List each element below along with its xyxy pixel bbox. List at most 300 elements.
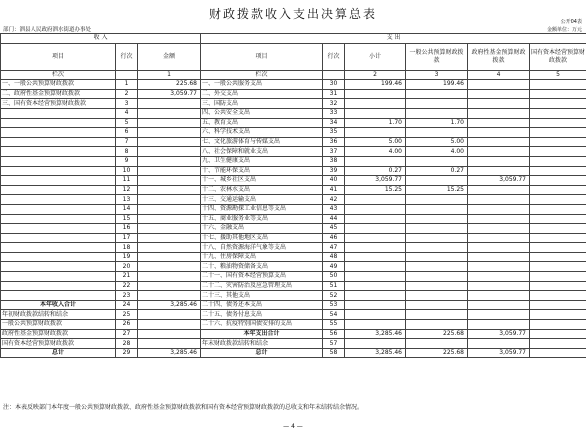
budget-table [0, 33, 586, 358]
capital-budget-cell [530, 272, 586, 282]
fund-budget-cell [468, 224, 530, 234]
expense-line-cell: 46 [323, 233, 345, 243]
income-line-cell: 5 [116, 118, 138, 128]
col-item-left: 项目 [1, 43, 116, 70]
subtotal-cell: 3,059.77 [345, 176, 406, 186]
income-line-cell: 20 [116, 262, 138, 272]
expense-line-cell: 37 [323, 147, 345, 157]
income-item-cell [1, 224, 116, 234]
capital-budget-cell [530, 156, 586, 166]
col-item-right: 项目 [201, 43, 323, 70]
income-amount-cell [138, 195, 201, 205]
expense-line-cell: 32 [323, 99, 345, 109]
general-budget-cell: 225.68 [406, 348, 468, 358]
expense-item-cell: 二十五、债务付息支出 [201, 310, 323, 320]
expense-line-cell: 49 [323, 262, 345, 272]
expense-line-cell: 30 [323, 80, 345, 90]
table-row [1, 224, 586, 234]
col-line-right: 行次 [323, 43, 345, 70]
capital-budget-cell [530, 281, 586, 291]
expense-line-cell: 45 [323, 224, 345, 234]
income-line-cell: 8 [116, 147, 138, 157]
expense-item-cell: 十六、金融支出 [201, 224, 323, 234]
income-line-cell: 25 [116, 310, 138, 320]
income-item-cell: 总计 [1, 348, 116, 358]
fund-budget-cell [468, 233, 530, 243]
income-line-cell: 15 [116, 214, 138, 224]
general-budget-cell [406, 176, 468, 186]
expense-line-cell: 33 [323, 108, 345, 118]
expense-header: 支 出 [201, 34, 586, 44]
lanci-left: 栏次 [1, 70, 116, 80]
income-line-cell: 17 [116, 233, 138, 243]
expense-item-cell: 二十、粮油物资储备支出 [201, 262, 323, 272]
income-line-cell: 19 [116, 252, 138, 262]
fund-budget-cell [468, 108, 530, 118]
table-row [1, 147, 586, 157]
general-budget-cell [406, 233, 468, 243]
income-amount-cell [138, 204, 201, 214]
capital-budget-cell [530, 243, 586, 253]
subtotal-cell [345, 204, 406, 214]
expense-line-cell: 57 [323, 339, 345, 349]
expense-item-cell: 六、科学技术支出 [201, 128, 323, 138]
expense-line-cell: 38 [323, 156, 345, 166]
general-budget-cell [406, 291, 468, 301]
fund-budget-cell [468, 185, 530, 195]
expense-item-cell: 十三、交通运输支出 [201, 195, 323, 205]
capital-budget-cell [530, 291, 586, 301]
general-budget-cell [406, 224, 468, 234]
income-item-cell [1, 281, 116, 291]
fund-budget-cell [468, 166, 530, 176]
table-row [1, 137, 586, 147]
income-line-cell: 26 [116, 320, 138, 330]
form-code: 公开04表 [560, 19, 582, 25]
general-budget-cell [406, 89, 468, 99]
col-capital-budget: 国有资本经营预算财政拨款 [530, 43, 586, 70]
footnote: 注：本表反映部门本年度一般公共预算财政拨款、政府性基金预算财政拨款和国有资本经营预算财政拨款的总收支和年末结转结余情况。 [3, 404, 364, 411]
income-line-cell: 13 [116, 195, 138, 205]
income-amount-cell [138, 176, 201, 186]
capital-budget-cell [530, 214, 586, 224]
expense-line-cell: 34 [323, 118, 345, 128]
table-row [1, 80, 586, 90]
general-budget-cell [406, 262, 468, 272]
subtotal-cell [345, 281, 406, 291]
expense-line-cell: 35 [323, 128, 345, 138]
capital-budget-cell [530, 147, 586, 157]
expense-line-cell: 43 [323, 204, 345, 214]
col-amount: 金额 [138, 43, 201, 70]
fund-budget-cell [468, 243, 530, 253]
expense-item-cell: 二十二、灾害防治及应急管理支出 [201, 281, 323, 291]
expense-line-cell: 31 [323, 89, 345, 99]
page-number: — 4 — [283, 423, 303, 430]
capital-budget-cell [530, 166, 586, 176]
general-budget-cell: 0.27 [406, 166, 468, 176]
subtotal-cell [345, 252, 406, 262]
capital-budget-cell [530, 137, 586, 147]
subtotal-cell: 15.25 [345, 185, 406, 195]
income-amount-cell [138, 147, 201, 157]
income-line-cell: 4 [116, 108, 138, 118]
income-item-cell [1, 233, 116, 243]
income-line-cell: 11 [116, 176, 138, 186]
capital-budget-cell [530, 224, 586, 234]
subtotal-cell [345, 89, 406, 99]
capital-budget-cell [530, 204, 586, 214]
income-amount-cell [138, 329, 201, 339]
table-row [1, 339, 586, 349]
income-header: 收 入 [1, 34, 201, 44]
income-amount-cell [138, 224, 201, 234]
subtotal-cell: 4.00 [345, 147, 406, 157]
expense-item-cell: 总计 [201, 348, 323, 358]
income-amount-cell [138, 185, 201, 195]
income-line-cell: 27 [116, 329, 138, 339]
general-budget-cell [406, 320, 468, 330]
fund-budget-cell [468, 300, 530, 310]
department-label: 部门：泗县人民政府泗水街道办事处 [3, 27, 92, 33]
capital-budget-cell [530, 262, 586, 272]
expense-item-cell: 十八、自然资源海洋气象等支出 [201, 243, 323, 253]
lanci-num-5: 5 [530, 70, 586, 80]
expense-item-cell: 一、一般公共服务支出 [201, 80, 323, 90]
income-line-cell: 2 [116, 89, 138, 99]
income-amount-cell [138, 233, 201, 243]
general-budget-cell [406, 108, 468, 118]
capital-budget-cell [530, 252, 586, 262]
income-item-cell: 本年收入合计 [1, 300, 116, 310]
fund-budget-cell [468, 89, 530, 99]
expense-line-cell: 52 [323, 291, 345, 301]
income-item-cell [1, 252, 116, 262]
capital-budget-cell [530, 300, 586, 310]
fund-budget-cell [468, 281, 530, 291]
general-budget-cell [406, 204, 468, 214]
subtotal-cell: 0.27 [345, 166, 406, 176]
income-line-cell: 29 [116, 348, 138, 358]
income-item-cell [1, 128, 116, 138]
general-budget-cell [406, 99, 468, 109]
income-amount-cell [138, 310, 201, 320]
general-budget-cell [406, 214, 468, 224]
expense-item-cell: 二十三、其他支出 [201, 291, 323, 301]
table-row [1, 262, 586, 272]
fund-budget-cell [468, 252, 530, 262]
expense-line-cell: 44 [323, 214, 345, 224]
table-row [1, 291, 586, 301]
income-amount-cell [138, 320, 201, 330]
income-amount-cell [138, 137, 201, 147]
expense-line-cell: 47 [323, 243, 345, 253]
subtotal-cell: 199.46 [345, 80, 406, 90]
subtotal-cell [345, 310, 406, 320]
income-amount-cell: 3,059.77 [138, 89, 201, 99]
expense-item-cell: 二十四、债务还本支出 [201, 300, 323, 310]
income-line-cell: 10 [116, 166, 138, 176]
income-amount-cell [138, 128, 201, 138]
expense-item-cell: 八、社会保障和就业支出 [201, 147, 323, 157]
report-title: 财政拨款收入支出决算总表 [208, 7, 377, 21]
subtotal-cell [345, 272, 406, 282]
subtotal-cell [345, 233, 406, 243]
expense-item-cell: 二十一、国有资本经营预算支出 [201, 272, 323, 282]
capital-budget-cell [530, 89, 586, 99]
expense-line-cell: 55 [323, 320, 345, 330]
fund-budget-cell [468, 195, 530, 205]
general-budget-cell [406, 252, 468, 262]
col-general-budget: 一般公共预算财政拨款 [406, 43, 468, 70]
income-line-cell: 6 [116, 128, 138, 138]
expense-line-cell: 50 [323, 272, 345, 282]
income-line-cell: 22 [116, 281, 138, 291]
subtotal-cell [345, 300, 406, 310]
fund-budget-cell: 3,059.77 [468, 329, 530, 339]
capital-budget-cell [530, 320, 586, 330]
expense-item-cell: 十四、资源勘探工业信息等支出 [201, 204, 323, 214]
expense-item-cell: 二、外交支出 [201, 89, 323, 99]
income-line-cell: 23 [116, 291, 138, 301]
subtotal-cell: 5.00 [345, 137, 406, 147]
lanci-num-3: 3 [406, 70, 468, 80]
expense-item-cell: 十、节能环保支出 [201, 166, 323, 176]
table-row [1, 281, 586, 291]
fund-budget-cell [468, 156, 530, 166]
income-line-cell: 12 [116, 185, 138, 195]
income-item-cell [1, 118, 116, 128]
general-budget-cell [406, 128, 468, 138]
income-amount-cell [138, 243, 201, 253]
col-line-left: 行次 [116, 43, 138, 70]
income-item-cell [1, 166, 116, 176]
table-row [1, 348, 586, 358]
expense-item-cell: 十五、商业服务业等支出 [201, 214, 323, 224]
general-budget-cell [406, 300, 468, 310]
expense-item-cell: 本年支出合计 [201, 329, 323, 339]
subtotal-cell [345, 224, 406, 234]
income-amount-cell [138, 252, 201, 262]
income-line-cell: 16 [116, 224, 138, 234]
fund-budget-cell [468, 272, 530, 282]
fund-budget-cell [468, 118, 530, 128]
capital-budget-cell [530, 185, 586, 195]
income-amount-cell [138, 272, 201, 282]
income-line-cell: 9 [116, 156, 138, 166]
capital-budget-cell [530, 80, 586, 90]
subtotal-cell [345, 214, 406, 224]
income-item-cell [1, 147, 116, 157]
expense-line-cell: 56 [323, 329, 345, 339]
capital-budget-cell [530, 339, 586, 349]
income-amount-cell: 3,285.46 [138, 348, 201, 358]
subtotal-cell [345, 156, 406, 166]
table-row [1, 310, 586, 320]
income-amount-cell [138, 99, 201, 109]
income-item-cell [1, 262, 116, 272]
fund-budget-cell [468, 99, 530, 109]
income-item-cell: 二、政府性基金预算财政拨款 [1, 89, 116, 99]
income-item-cell: 政府性基金预算财政拨款 [1, 329, 116, 339]
capital-budget-cell [530, 118, 586, 128]
general-budget-cell: 5.00 [406, 137, 468, 147]
subtotal-cell [345, 195, 406, 205]
general-budget-cell: 225.68 [406, 329, 468, 339]
expense-item-cell: 四、公共安全支出 [201, 108, 323, 118]
table-row [1, 233, 586, 243]
income-amount-cell [138, 262, 201, 272]
income-item-cell [1, 176, 116, 186]
subtotal-cell: 3,285.46 [345, 348, 406, 358]
income-item-cell [1, 291, 116, 301]
income-amount-cell [138, 339, 201, 349]
income-line-cell: 3 [116, 99, 138, 109]
fund-budget-cell [468, 128, 530, 138]
fund-budget-cell [468, 80, 530, 90]
table-row [1, 214, 586, 224]
col-fund-budget: 政府性基金预算财政拨款 [468, 43, 530, 70]
table-row [1, 252, 586, 262]
subtotal-cell [345, 108, 406, 118]
expense-line-cell: 58 [323, 348, 345, 358]
capital-budget-cell [530, 99, 586, 109]
table-row [1, 185, 586, 195]
income-amount-cell [138, 281, 201, 291]
general-budget-cell: 1.70 [406, 118, 468, 128]
income-amount-cell [138, 166, 201, 176]
expense-line-cell: 51 [323, 281, 345, 291]
income-line-cell: 24 [116, 300, 138, 310]
table-row [1, 99, 586, 109]
table-row [1, 195, 586, 205]
general-budget-cell [406, 156, 468, 166]
table-row [1, 89, 586, 99]
capital-budget-cell [530, 233, 586, 243]
table-row [1, 156, 586, 166]
general-budget-cell: 15.25 [406, 185, 468, 195]
subtotal-cell [345, 262, 406, 272]
subtotal-cell [345, 291, 406, 301]
income-amount-cell [138, 108, 201, 118]
income-item-cell: 国有资本经营预算财政拨款 [1, 339, 116, 349]
income-item-cell [1, 272, 116, 282]
subtotal-cell: 3,285.46 [345, 329, 406, 339]
expense-item-cell: 三、国防支出 [201, 99, 323, 109]
general-budget-cell [406, 195, 468, 205]
expense-item-cell: 五、教育支出 [201, 118, 323, 128]
income-item-cell [1, 214, 116, 224]
table-row [1, 204, 586, 214]
capital-budget-cell [530, 348, 586, 358]
expense-item-cell: 十一、城乡社区支出 [201, 176, 323, 186]
subtotal-cell [345, 99, 406, 109]
income-line-cell: 21 [116, 272, 138, 282]
subtotal-cell: 1.70 [345, 118, 406, 128]
subtotal-cell [345, 339, 406, 349]
income-item-cell [1, 195, 116, 205]
income-item-cell [1, 137, 116, 147]
income-amount-cell [138, 118, 201, 128]
expense-item-cell: 九、卫生健康支出 [201, 156, 323, 166]
lanci-num-1: 1 [138, 70, 201, 80]
capital-budget-cell [530, 195, 586, 205]
income-line-cell: 18 [116, 243, 138, 253]
lanci-num-2: 2 [345, 70, 406, 80]
table-row [1, 128, 586, 138]
expense-line-cell: 53 [323, 300, 345, 310]
income-item-cell [1, 156, 116, 166]
expense-line-cell: 39 [323, 166, 345, 176]
expense-item-cell: 年末财政拨款结转和结余 [201, 339, 323, 349]
unit-label: 金额单位：万元 [546, 27, 582, 33]
fund-budget-cell [468, 310, 530, 320]
lanci-right: 栏次 [201, 70, 323, 80]
expense-line-cell: 36 [323, 137, 345, 147]
income-item-cell [1, 185, 116, 195]
fund-budget-cell [468, 262, 530, 272]
table-row [1, 320, 586, 330]
lanci-num-4: 4 [468, 70, 530, 80]
income-item-cell [1, 204, 116, 214]
income-line-cell: 7 [116, 137, 138, 147]
expense-line-cell: 42 [323, 195, 345, 205]
capital-budget-cell [530, 128, 586, 138]
subtotal-cell [345, 243, 406, 253]
income-line-cell: 1 [116, 80, 138, 90]
fund-budget-cell [468, 339, 530, 349]
income-item-cell: 年初财政拨款结转和结余 [1, 310, 116, 320]
income-amount-cell [138, 214, 201, 224]
expense-item-cell: 十二、农林水支出 [201, 185, 323, 195]
table-row [1, 166, 586, 176]
expense-item-cell: 十七、援助其他地区支出 [201, 233, 323, 243]
general-budget-cell [406, 281, 468, 291]
col-subtotal: 小计 [345, 43, 406, 70]
income-item-cell: 三、国有资本经营预算财政拨款 [1, 99, 116, 109]
subtotal-cell [345, 128, 406, 138]
expense-item-cell: 二十六、抗疫特别国债安排的支出 [201, 320, 323, 330]
general-budget-cell: 199.46 [406, 80, 468, 90]
fund-budget-cell [468, 137, 530, 147]
fund-budget-cell: 3,059.77 [468, 176, 530, 186]
expense-line-cell: 40 [323, 176, 345, 186]
income-item-cell: 一、一般公共预算财政拨款 [1, 80, 116, 90]
expense-item-cell: 七、文化旅游体育与传媒支出 [201, 137, 323, 147]
table-row [1, 272, 586, 282]
table-row [1, 108, 586, 118]
fund-budget-cell [468, 291, 530, 301]
table-row [1, 329, 586, 339]
subtotal-cell [345, 320, 406, 330]
income-line-cell: 28 [116, 339, 138, 349]
income-amount-cell: 3,285.46 [138, 300, 201, 310]
capital-budget-cell [530, 310, 586, 320]
income-item-cell: 一般公共预算财政拨款 [1, 320, 116, 330]
expense-line-cell: 41 [323, 185, 345, 195]
capital-budget-cell [530, 176, 586, 186]
income-item-cell [1, 108, 116, 118]
table-row [1, 300, 586, 310]
fund-budget-cell [468, 320, 530, 330]
general-budget-cell [406, 272, 468, 282]
general-budget-cell: 4.00 [406, 147, 468, 157]
fund-budget-cell [468, 147, 530, 157]
table-row [1, 118, 586, 128]
income-amount-cell: 225.68 [138, 80, 201, 90]
fund-budget-cell [468, 214, 530, 224]
capital-budget-cell [530, 329, 586, 339]
